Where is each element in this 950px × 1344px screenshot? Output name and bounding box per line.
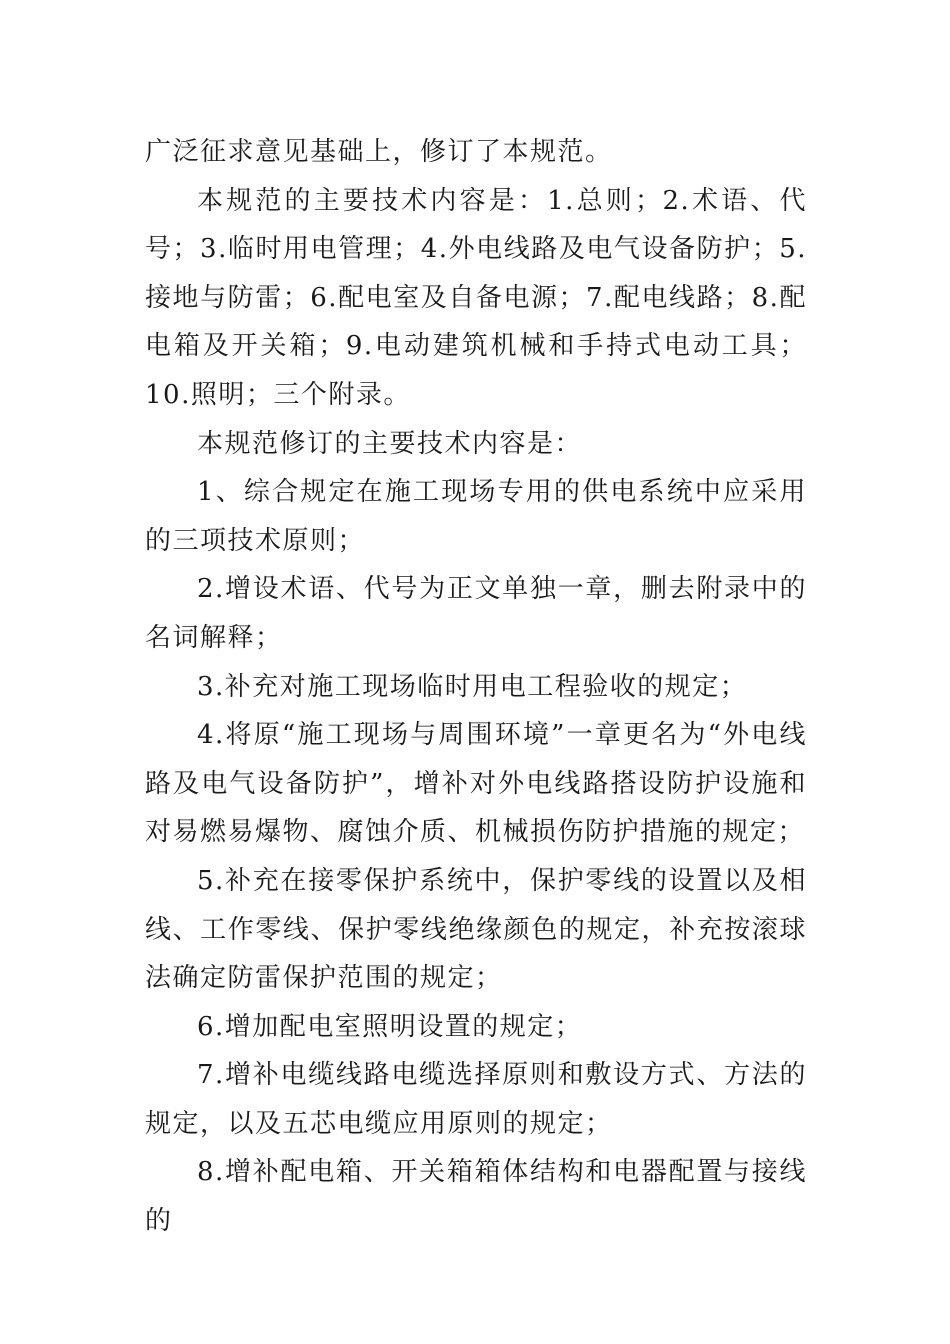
paragraph-7: 4.将原“施工现场与周围环境”一章更名为“外电线路及电气设备防护”，增补对外电线路搭设防护设施和对易燃易爆物、腐蚀介质、机械损伤防护措施的规定； <box>145 720 807 848</box>
paragraph-6: 3.补充对施工现场临时用电工程验收的规定； <box>197 671 748 702</box>
paragraph-2: 本规范的主要技术内容是：1.总则；2.术语、代号；3.临时用电管理；4.外电线路及电气设备防护；5.接地与防雷；6.配电室及自备电源；7.配电线路；8.配电箱及开关箱；9.电动建筑机械和手持式电动工具；10.照明；三个附录。 <box>145 185 807 410</box>
paragraph-5: 2.增设术语、代号为正文单独一章，删去附录中的名词解释； <box>145 574 807 653</box>
document-body <box>145 128 807 1246</box>
paragraph-1: 广泛征求意见基础上，修订了本规范。 <box>145 137 613 167</box>
paragraph-3: 本规范修订的主要技术内容是： <box>197 428 583 459</box>
paragraph-9: 6.增加配电室照明设置的规定； <box>197 1011 583 1042</box>
paragraph-8: 5.补充在接零保护系统中，保护零线的设置以及相线、工作零线、保护零线绝缘颜色的规定，补充按滚球法确定防雷保护范围的规定； <box>145 865 807 994</box>
paragraph-4: 1、综合规定在施工现场专用的供电系统中应采用的三项技术原则； <box>145 477 807 556</box>
paragraph-11: 8.增补配电箱、开关箱箱体结构和电器配置与接线的 <box>145 1157 807 1237</box>
paragraph-10: 7.增补电缆线路电缆选择原则和敷设方式、方法的规定，以及五芯电缆应用原则的规定； <box>145 1060 807 1139</box>
